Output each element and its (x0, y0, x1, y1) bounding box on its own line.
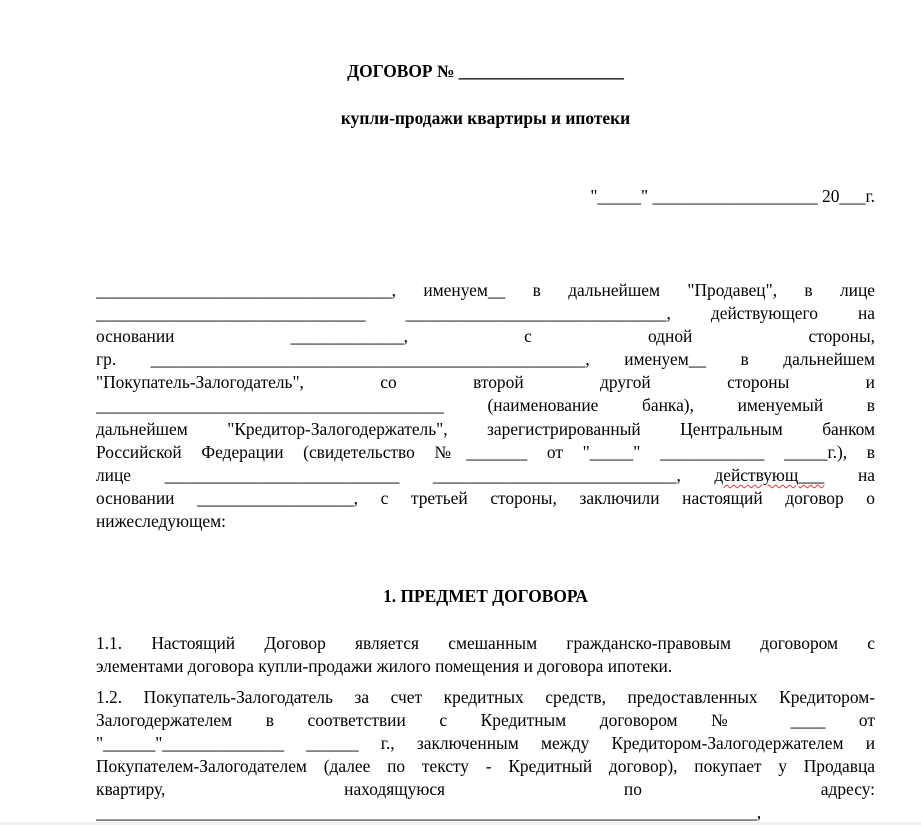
spellcheck-word: действующ___ (714, 464, 825, 485)
clause-1-2 (96, 686, 875, 825)
clause-line: квартиру, находящуюся по адресу: (96, 779, 875, 800)
intro-line-text: лице ___________________________ ____________________________, (96, 464, 681, 485)
intro-line: Российской Федерации (свидетельство №_______ от "_____" ____________ _____г.), в (96, 441, 875, 462)
intro-line: ________________________________________ (наименование банка), именуемый в (96, 395, 875, 416)
clause-line: 1.1. Настоящий Договор является смешанным гражданско-правовым договором с (96, 633, 875, 653)
intro-paragraph (96, 279, 875, 533)
intro-line: основании __________________, с третьей стороны, заключили настоящий договор о (96, 487, 875, 508)
intro-line-end: на (824, 464, 875, 485)
clause-line: "______"______________ ______ г., заключенным между Кредитором-Залогодержателем и (96, 733, 875, 754)
clause-1-1 (96, 632, 875, 678)
clause-line: Покупателем-Залогодателем (далее по тексту - Кредитный договор), покупает у Продавца (96, 756, 875, 777)
intro-line (96, 464, 875, 487)
section-title: 1. ПРЕДМЕТ ДОГОВОРА (383, 586, 588, 606)
intro-line: гр. __________________________________________________, именуем__ в дальнейшем (96, 349, 875, 370)
clause-line: Залогодержателем в соответствии с Кредитным договором № ____ от (96, 710, 875, 731)
date-line: "_____" ___________________ 20___г. (590, 186, 875, 206)
intro-line: основании _____________, с одной стороны, (96, 326, 875, 347)
intro-line: "Покупатель-Залогодатель", со второй другой стороны и (96, 372, 875, 393)
clause-line: ____________________________________________________________________________, (96, 802, 762, 823)
intro-line: дальнейшем "Кредитор-Залогодержатель", зарегистрированный Центральным банком (96, 418, 875, 439)
intro-line: _______________________________ ______________________________, действующего на (96, 303, 875, 324)
contract-subtitle: купли-продажи квартиры и ипотеки (340, 108, 631, 128)
clause-line: элементами договора купли-продажи жилого помещения и договора ипотеки. (96, 656, 673, 677)
intro-line: __________________________________, именуем__ в дальнейшем "Продавец", в лице (96, 280, 875, 300)
intro-line: нижеследующем: (96, 510, 226, 531)
contract-title: ДОГОВОР № ___________________ (347, 61, 624, 81)
clause-line: 1.2. Покупатель-Залогодатель за счет кредитных средств, предоставленных Кредитором- (96, 687, 875, 707)
